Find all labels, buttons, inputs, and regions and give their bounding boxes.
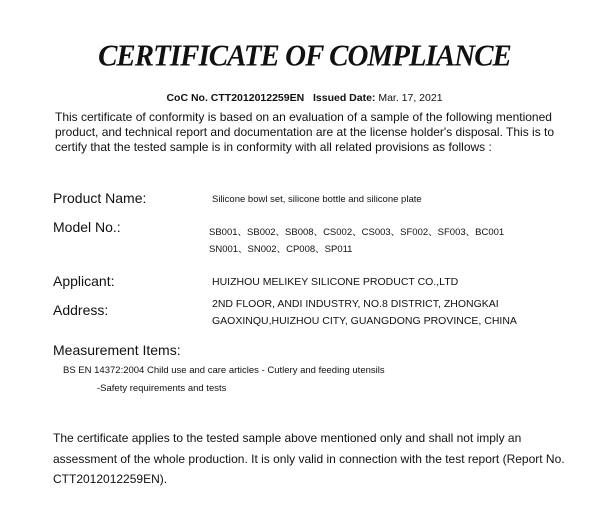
- closing-paragraph: The certificate applies to the tested sample above mentioned only and shall not imply an assessment of the whole production. It is only valid in connection with the test report (Report No. CTT2012012259EN).: [53, 431, 565, 486]
- model-no-label: Model No.:: [53, 219, 121, 235]
- address-line-1: 2ND FLOOR, ANDI INDUSTRY, NO.8 DISTRICT, ZHONGKAI: [212, 298, 499, 310]
- product-name-value: Silicone bowl set, silicone bottle and silicone plate: [212, 194, 422, 205]
- applicant-value: HUIZHOU MELIKEY SILICONE PRODUCT CO.,LTD: [212, 276, 459, 288]
- product-name-label: Product Name:: [53, 190, 147, 206]
- address-label: Address:: [53, 302, 109, 318]
- address-line-2: GAOXINQU,HUIZHOU CITY, GUANGDONG PROVINCE, CHINA: [212, 315, 517, 327]
- certificate-title: CERTIFICATE OF COMPLIANCE: [98, 39, 511, 73]
- coc-number: CTT2012012259EN: [210, 92, 305, 104]
- model-no-line-1: SB001、SB002、SB008、CS002、CS003、SF002、SF003、BC001: [209, 227, 505, 238]
- applicant-label: Applicant:: [53, 273, 115, 289]
- measurement-items-line-1: BS EN 14372:2004 Child use and care articles - Cutlery and feeding utensils: [63, 365, 385, 376]
- measurement-items-label: Measurement Items:: [53, 342, 181, 358]
- measurement-items-line-2: -Safety requirements and tests: [97, 383, 227, 394]
- coc-label: CoC No.: [166, 92, 208, 104]
- issued-label: Issued Date:: [312, 92, 376, 104]
- certificate-meta: [0, 92, 609, 104]
- issued-date: Mar. 17, 2021: [378, 92, 443, 104]
- intro-paragraph: This certificate of conformity is based on an evaluation of a sample of the following mentioned product, and technical report and documentation are at the license holder's disposal. This is to certify that the tested sample is in conformity with all related provisions as follows :: [55, 110, 555, 154]
- model-no-line-2: SN001、SN002、CP008、SP011: [209, 244, 353, 255]
